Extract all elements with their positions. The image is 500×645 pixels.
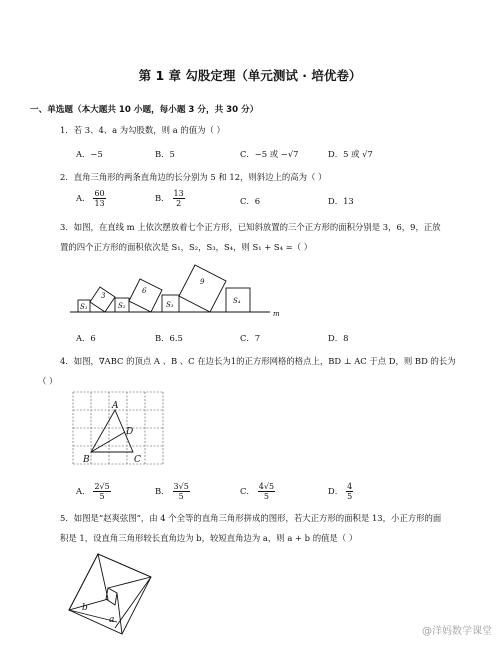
q2-option-a-fraction bbox=[93, 189, 105, 208]
q4-option-d-den: 5 bbox=[347, 492, 353, 501]
vertex-a-label: A bbox=[112, 401, 119, 411]
q4-option-d-fraction bbox=[346, 482, 353, 501]
q2-option-b bbox=[155, 189, 185, 208]
side-b-label: b bbox=[82, 603, 88, 613]
q3-option-c: C．7 bbox=[240, 333, 261, 343]
q5-figure bbox=[60, 548, 160, 645]
q3-option-b: B．6.5 bbox=[155, 333, 183, 343]
q2-option-a-den: 13 bbox=[94, 199, 105, 208]
q4-option-b-num: 3√5 bbox=[173, 482, 189, 491]
point-d-label: D bbox=[126, 427, 134, 437]
segment-bd bbox=[91, 432, 125, 452]
q5-stem-line2: 积是 1，设直角三角形较长直角边为 b，较短直角边为 a，则 a + b 的值是（ ） bbox=[60, 533, 358, 543]
q3-stem-line1: 3．如图，在直线 m 上依次摆放着七个正方形，已知斜放置的三个正方形的面积分别是 3，6，9，正放 bbox=[60, 222, 441, 232]
watermark: @洋妈数学课堂 bbox=[422, 626, 492, 637]
section-heading: 一、单选题（本大题共 10 小题，每小题 3 分，共 30 分） bbox=[30, 105, 259, 115]
q4-option-c-num: 4√5 bbox=[258, 482, 275, 491]
q2-option-b-den: 2 bbox=[176, 199, 182, 208]
q4-option-a-num: 2√5 bbox=[94, 482, 110, 491]
q5-stem-line1: 5．如图是“赵爽弦图”，由 4 个全等的直角三角形拼成的图形，若大正方形的面积是 13，小正方形的面 bbox=[60, 513, 442, 523]
label-s3: S₃ bbox=[166, 301, 174, 309]
label-s4: S₄ bbox=[233, 297, 241, 305]
q1-option-b: B．5 bbox=[155, 149, 175, 159]
q2-option-b-fraction bbox=[173, 189, 185, 208]
label-3: 3 bbox=[101, 292, 106, 300]
label-6: 6 bbox=[142, 287, 147, 295]
q4-option-b-fraction bbox=[173, 482, 190, 501]
q1-option-c: C．−5 或 −√7 bbox=[240, 149, 299, 159]
q2-option-a bbox=[76, 189, 106, 208]
label-s1: S₁ bbox=[80, 303, 88, 311]
q3-figure bbox=[70, 260, 285, 320]
label-9: 9 bbox=[200, 278, 205, 286]
q4-stem-line2: （ ） bbox=[38, 376, 58, 386]
q1-option-d: D．5 或 √7 bbox=[328, 149, 373, 159]
side-a-label: a bbox=[109, 615, 115, 625]
q4-option-b-den: 5 bbox=[178, 492, 184, 501]
q4-option-a-den: 5 bbox=[99, 492, 105, 501]
q4-option-b-label: B． bbox=[155, 486, 170, 496]
q4-option-c-fraction bbox=[258, 482, 275, 501]
q4-option-c bbox=[240, 482, 275, 501]
vertex-c-label: C bbox=[134, 455, 141, 465]
q4-option-d-label: D． bbox=[328, 486, 344, 496]
page-title: 第 1 章 勾股定理（单元测试 · 培优卷） bbox=[138, 68, 362, 83]
q4-stem-line1: 4．如图，∇ABC 的顶点 A 、B 、C 在边长为1的正方形网格的格点上，BD ⊥ AC 于点 D，则 BD 的长为 bbox=[60, 356, 456, 366]
q4-option-a-label: A． bbox=[76, 486, 91, 496]
q2-stem: 2．直角三角形的两条直角边的长分别为 5 和 12，则斜边上的高为（ ） bbox=[60, 172, 327, 182]
label-m: m bbox=[273, 310, 280, 318]
q4-option-d-num: 4 bbox=[347, 482, 353, 491]
vertex-b-label: B bbox=[83, 455, 90, 465]
square-area-6 bbox=[129, 279, 162, 312]
q3-option-d: D．8 bbox=[328, 333, 349, 343]
square-area-9 bbox=[179, 265, 226, 312]
q2-option-a-num: 60 bbox=[94, 189, 105, 198]
q4-option-a bbox=[76, 482, 111, 501]
q4-option-b bbox=[155, 482, 190, 501]
right-triangle-1 bbox=[69, 554, 108, 610]
q2-option-d: D．13 bbox=[328, 196, 354, 206]
q1-stem: 1．若 3、4、a 为勾股数，则 a 的值为（ ） bbox=[60, 125, 225, 135]
q2-option-a-label: A． bbox=[76, 193, 91, 203]
q1-option-a: A．−5 bbox=[76, 149, 103, 159]
q4-option-d bbox=[328, 482, 353, 501]
q2-option-b-num: 13 bbox=[173, 189, 184, 198]
q4-option-c-label: C． bbox=[240, 486, 255, 496]
q3-stem-line2: 置的四个正方形的面积依次是 S₁，S₂，S₃，S₄，则 S₁ + S₄ =（ ） bbox=[60, 242, 313, 252]
q4-figure bbox=[68, 388, 168, 470]
q3-option-a: A．6 bbox=[76, 333, 96, 343]
q2-option-b-label: B． bbox=[155, 193, 170, 203]
q4-option-c-den: 5 bbox=[263, 492, 269, 501]
q2-option-c: C．6 bbox=[240, 196, 261, 206]
q4-option-a-fraction bbox=[93, 482, 110, 501]
label-s2: S₂ bbox=[118, 302, 126, 310]
